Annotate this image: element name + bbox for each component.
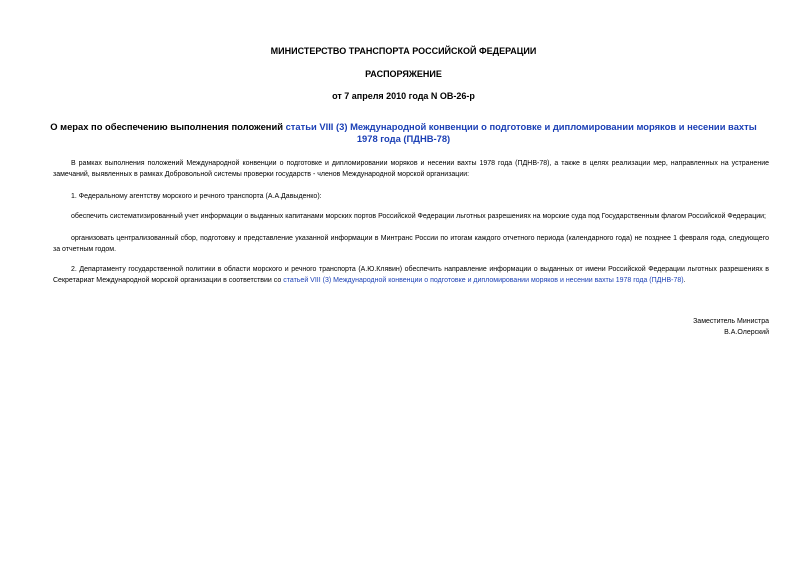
- article-convention-link[interactable]: статьей VIII (3) Международной конвенции о подготовке и дипломировании моряков и несении вахты 1978 года (ПДНВ-78): [283, 276, 684, 284]
- signatory-position: Заместитель Министра: [693, 318, 769, 325]
- paragraph-item-1: 1. Федеральному агентству морского и речного транспорта (А.А.Давыденко):: [71, 193, 322, 200]
- document-type-heading: РАСПОРЯЖЕНИЕ: [365, 69, 442, 79]
- ministry-heading: МИНИСТЕРСТВО ТРАНСПОРТА РОССИЙСКОЙ ФЕДЕРАЦИИ: [270, 46, 537, 56]
- paragraph-item-1-task-2: организовать централизованный сбор, подготовку и представление указанной информации в Минтранс России по итогам каждого отчетного периода (календарного года) не позднее 1 февраля года, следующего за отчетным годом.: [53, 235, 769, 253]
- title-convention-link[interactable]: статьи VIII (3) Международной конвенции о подготовке и дипломировании моряков и несении вахты 1978 года (ПДНВ-78): [285, 121, 757, 144]
- paragraph-item-2-end: .: [683, 276, 686, 284]
- paragraph-item-2: [53, 265, 769, 286]
- paragraph-preamble: В рамках выполнения положений Международной конвенции о подготовке и дипломировании моряков и несении вахты 1978 года (ПДНВ-78), а также в целях реализации мер, направленных на устранение замечаний, выявленных в рамках Добровольной системы проверки государств - членов Международной морской организации:: [53, 160, 769, 178]
- paragraph-item-1-task-1: обеспечить систематизированный учет информации о выданных капитанами морских портов Российской Федерации льготных разрешениях на морские суда под Государственным флагом Российской Федерации;: [71, 213, 766, 220]
- signature-block: [569, 317, 769, 338]
- document-date-number: от 7 апреля 2010 года N ОВ-26-р: [332, 91, 475, 101]
- document-title: [40, 121, 767, 145]
- paragraph-item-2-text: 2. Департаменту государственной политики в области морского и речного транспорта (А.Ю.Клявин) обеспечить направление информации о выданных от имени Российской Федерации льготных разрешениях в Секретариат Международной морской организации в соответствии со: [53, 266, 769, 284]
- document-title-text: О мерах по обеспечению выполнения положений: [50, 121, 286, 132]
- signatory-name: В.А.Олерский: [724, 328, 769, 336]
